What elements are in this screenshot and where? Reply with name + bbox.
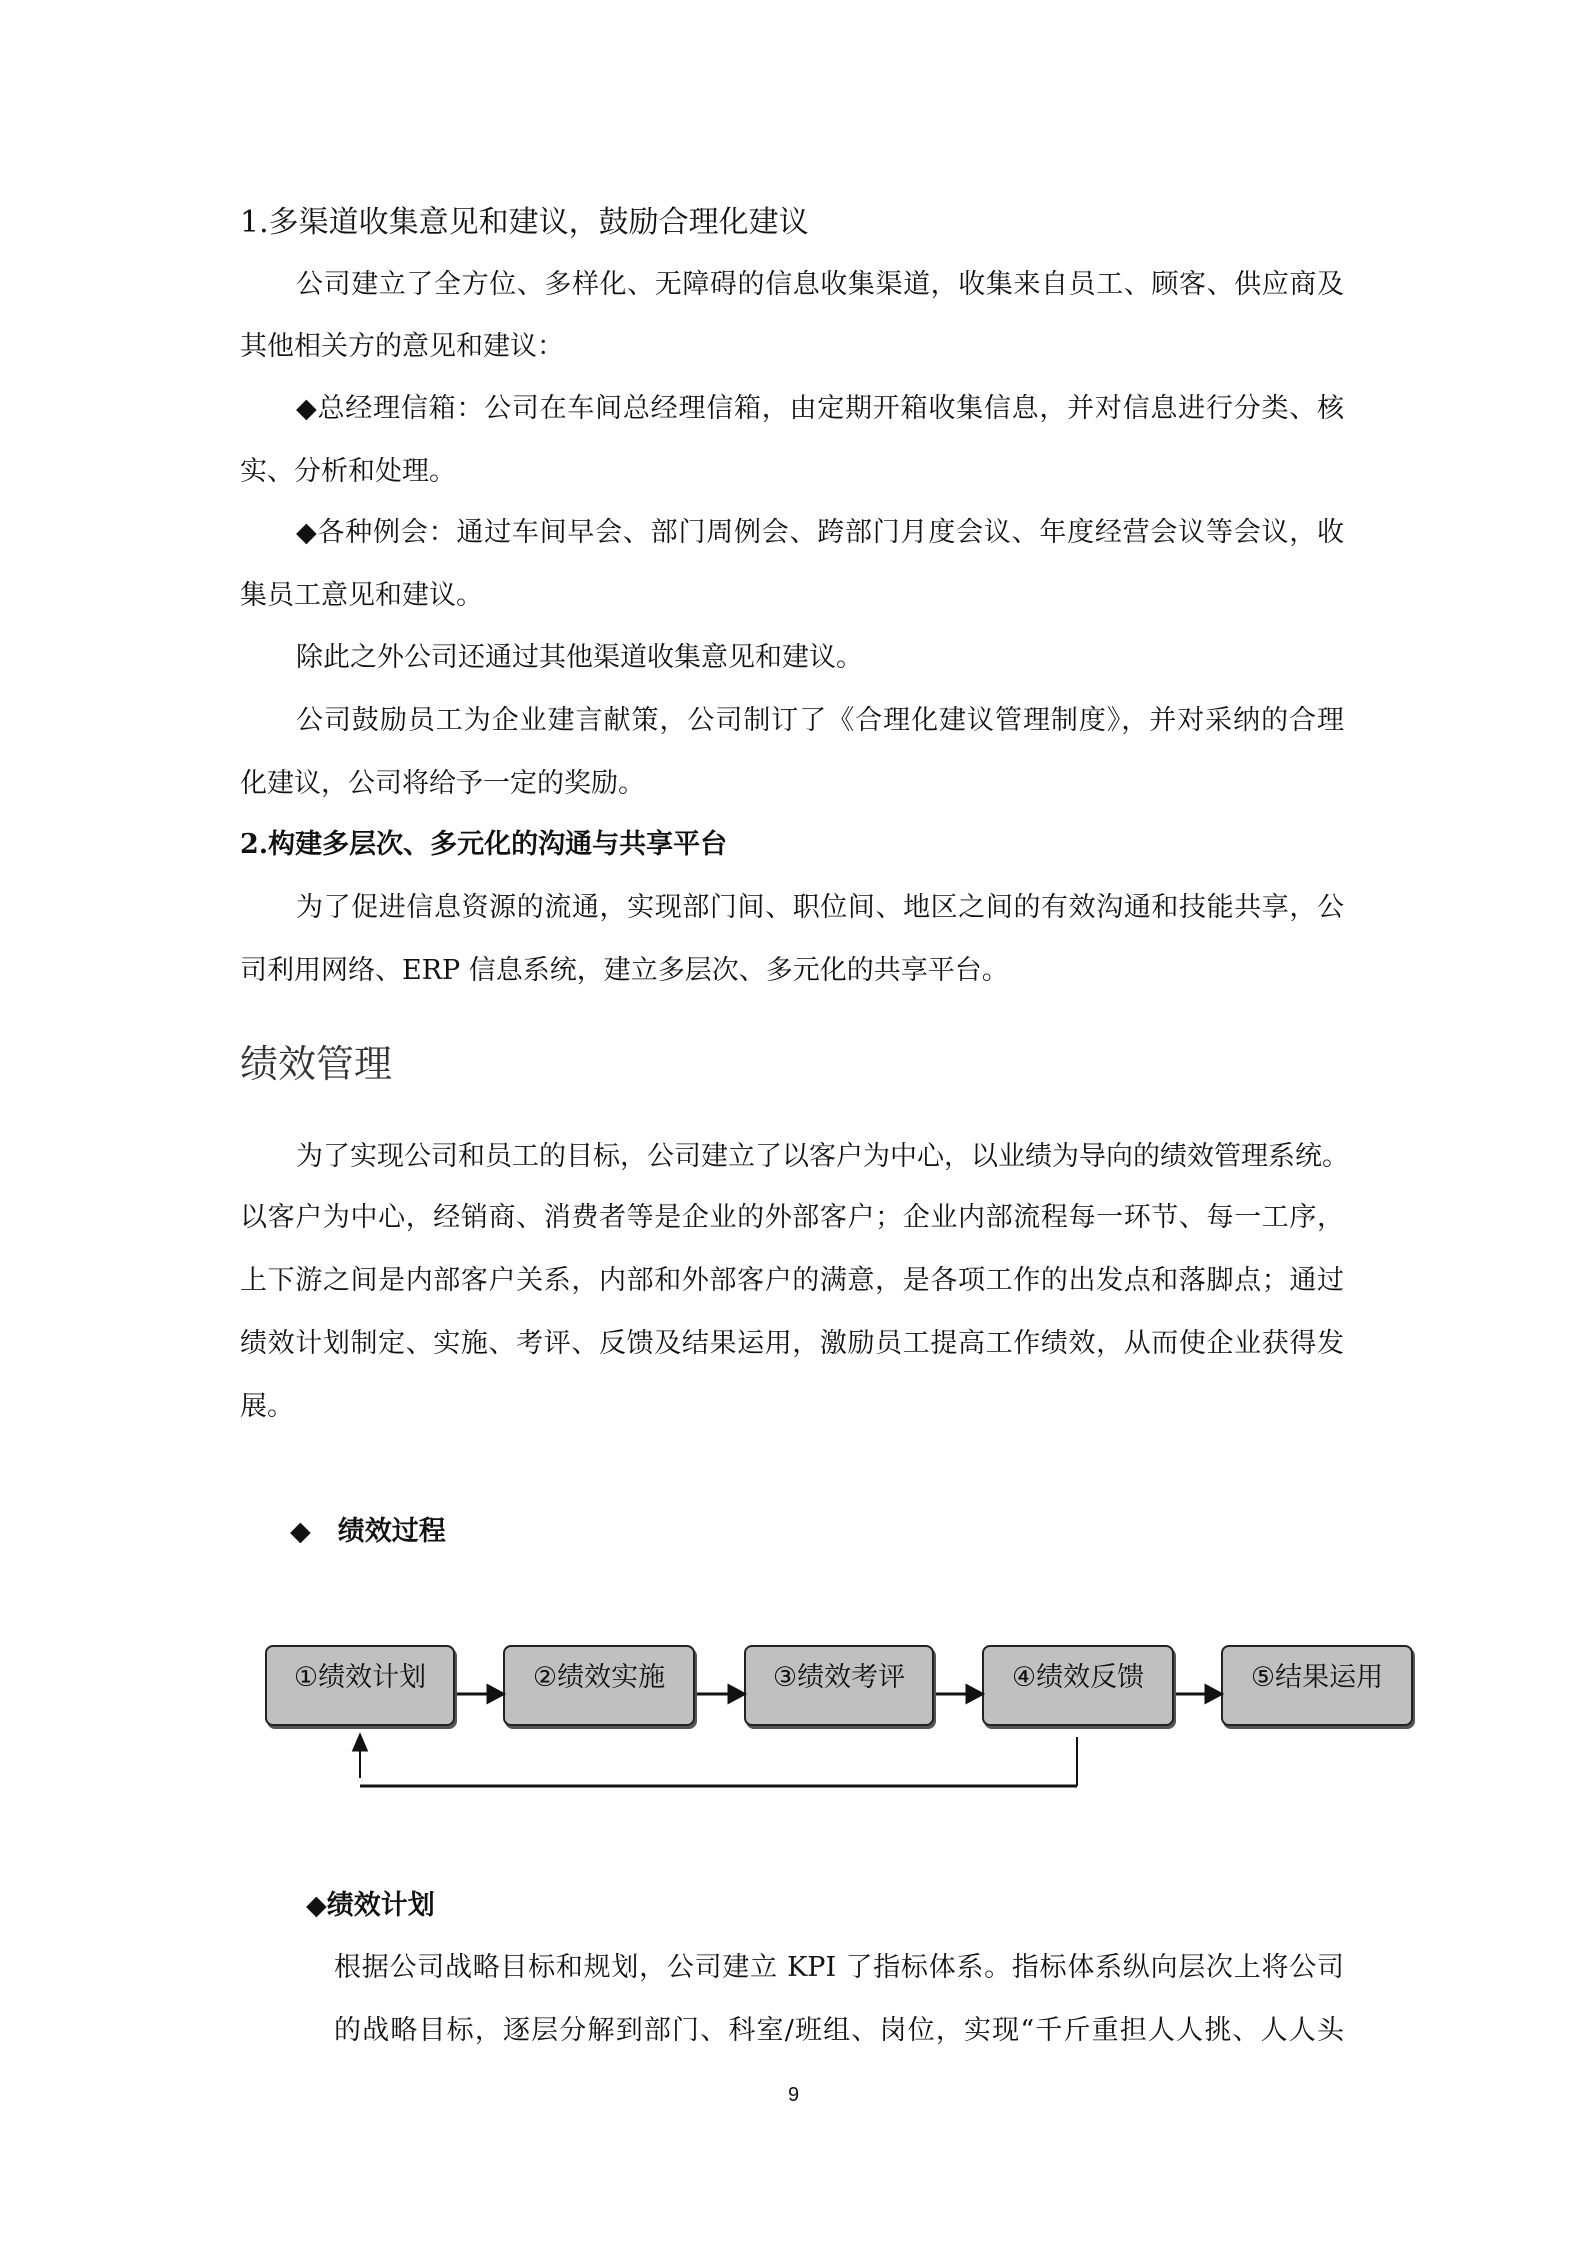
paragraph-line: 以客户为中心，经销商、消费者等是企业的外部客户；企业内部流程每一环节、每一工序， xyxy=(240,1202,1344,1233)
flow-step-evaluate: ③绩效考评 xyxy=(744,1645,934,1726)
flow-step-plan: ①绩效计划 xyxy=(265,1645,455,1726)
feedback-arrow-icon xyxy=(354,1736,366,1750)
paragraph-line: 实、分析和处理。 xyxy=(240,456,456,487)
paragraph-line: 为了实现公司和员工的目标，公司建立了以客户为中心，以业绩为导向的绩效管理系统。 xyxy=(296,1141,1349,1172)
arrow-head-icon xyxy=(488,1686,503,1702)
paragraph-line: 公司鼓励员工为企业建言献策，公司制订了《合理化建议管理制度》，并对采纳的合理 xyxy=(296,705,1344,736)
paragraph-line: 为了促进信息资源的流通，实现部门间、职位间、地区之间的有效沟通和技能共享，公 xyxy=(296,892,1344,923)
paragraph-line: 集员工意见和建议。 xyxy=(240,580,483,611)
arrow-head-icon xyxy=(967,1686,982,1702)
paragraph-line: 绩效计划制定、实施、考评、反馈及结果运用，激励员工提高工作绩效，从而使企业获得发 xyxy=(240,1328,1344,1359)
flow-step-apply: ⑤结果运用 xyxy=(1221,1645,1413,1726)
arrow-head-icon xyxy=(729,1686,744,1702)
paragraph-line: 其他相关方的意见和建议： xyxy=(240,331,564,362)
paragraph-line: 化建议，公司将给予一定的奖励。 xyxy=(240,768,645,799)
arrow-head-icon xyxy=(1206,1686,1221,1702)
paragraph-line: 的战略目标，逐层分解到部门、科室/班组、岗位，实现“千斤重担人人挑、人人头 xyxy=(334,2015,1344,2046)
flow-step-feedback: ④绩效反馈 xyxy=(982,1645,1174,1726)
flow-step-implement: ②绩效实施 xyxy=(503,1645,695,1726)
section-heading-2: 2.构建多层次、多元化的沟通与共享平台 xyxy=(240,829,728,860)
paragraph-line: 司利用网络、ERP 信息系统，建立多层次、多元化的共享平台。 xyxy=(240,955,1009,986)
paragraph-line: 上下游之间是内部客户关系，内部和外部客户的满意，是各项工作的出发点和落脚点；通过 xyxy=(240,1265,1344,1296)
performance-title: 绩效管理 xyxy=(240,1042,393,1086)
plan-heading: ◆绩效计划 xyxy=(306,1890,435,1921)
section-heading-1: 1.多渠道收集意见和建议，鼓励合理化建议 xyxy=(240,205,809,240)
paragraph-line: 展。 xyxy=(240,1391,294,1422)
bullet-line: ◆总经理信箱：公司在车间总经理信箱，由定期开箱收集信息，并对信息进行分类、核 xyxy=(296,393,1344,424)
process-heading: ◆ 绩效过程 xyxy=(290,1516,446,1547)
paragraph-line: 除此之外公司还通过其他渠道收集意见和建议。 xyxy=(296,642,863,673)
bullet-line: ◆各种例会：通过车间早会、部门周例会、跨部门月度会议、年度经营会议等会议，收 xyxy=(296,517,1344,548)
paragraph-line: 根据公司战略目标和规划，公司建立 KPI 了指标体系。指标体系纵向层次上将公司 xyxy=(334,1952,1344,1983)
page-number: 9 xyxy=(787,2084,800,2106)
paragraph-line: 公司建立了全方位、多样化、无障碍的信息收集渠道，收集来自员工、顾客、供应商及 xyxy=(296,269,1344,300)
